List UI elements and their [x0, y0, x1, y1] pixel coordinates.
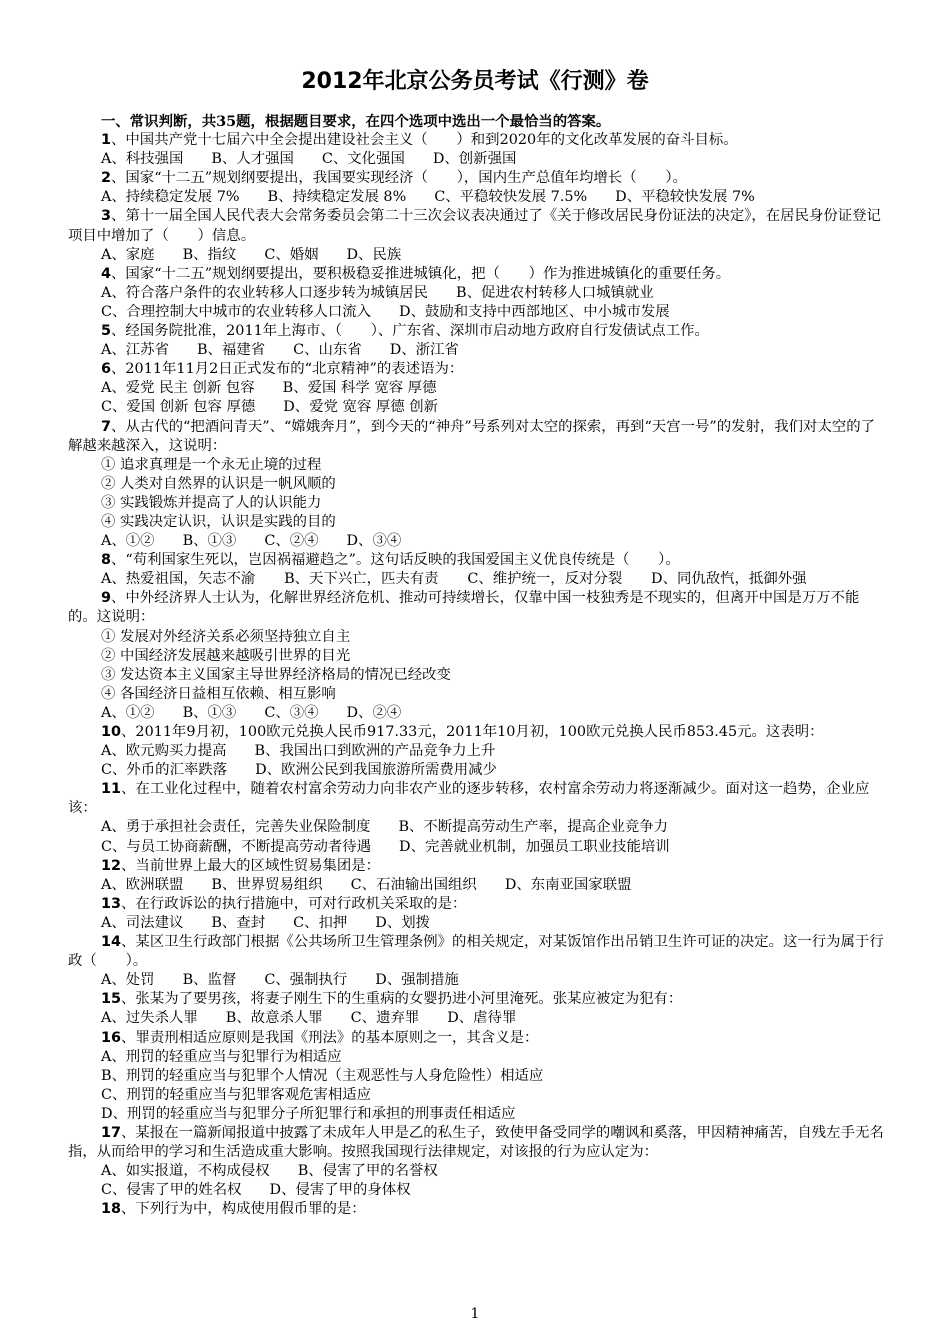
answer-option: A、持续稳定发展 7%	[101, 189, 240, 206]
answer-option: A、爱党 民主 创新 包容	[101, 380, 255, 397]
question-stem	[68, 360, 886, 379]
answer-option: A、①②	[101, 533, 155, 550]
answer-options	[68, 971, 886, 990]
question-3	[68, 207, 886, 264]
question-10	[68, 723, 886, 780]
question-number: 4	[101, 265, 112, 282]
answer-option: C、侵害了甲的姓名权	[101, 1182, 242, 1199]
question-text: 、某报在一篇新闻报道中披露了未成年人甲是乙的私生子，致使甲备受同学的嘲讽和奚落，甲因精神痛苦，自残左手无名指，从而给甲的学习和生活造成重大影响。按照我国现行法律规定，对该报的行为应认定为：	[68, 1124, 884, 1161]
answer-options	[68, 246, 886, 265]
answer-options	[68, 1009, 886, 1028]
answer-option: A、司法建议	[101, 914, 184, 931]
answer-option: D、虐待罪	[447, 1010, 517, 1027]
statement-item: ④ 各国经济日益相互依赖、相互影响	[101, 685, 336, 702]
answer-option: D、②④	[346, 704, 402, 721]
question-stem	[68, 723, 886, 742]
question-number: 3	[101, 208, 112, 225]
answer-option: D、完善就业机制，加强员工职业技能培训	[399, 838, 670, 855]
answer-option: C、石油输出国组织	[350, 876, 477, 893]
answer-option: B、人才强国	[211, 151, 294, 168]
answer-options	[68, 188, 886, 207]
answer-option: D、浙江省	[389, 342, 459, 359]
question-stem	[68, 418, 886, 456]
answer-option: C、爱国 创新 包容 厚德	[101, 399, 256, 416]
answer-option: A、家庭	[101, 246, 155, 263]
question-17	[68, 1124, 886, 1200]
answer-option: D、东南亚国家联盟	[504, 876, 632, 893]
answer-option: D、爱党 宽容 厚德 创新	[283, 399, 439, 416]
question-text: 、罪责刑相适应原则是我国《刑法》的基本原则之一，其含义是：	[121, 1029, 539, 1046]
answer-option: D、欧洲公民到我国旅游所需费用减少	[255, 762, 497, 779]
answer-option: B、持续稳定发展 8%	[267, 189, 407, 206]
question-5	[68, 322, 886, 360]
question-stem	[68, 551, 886, 570]
answer-option: A、欧洲联盟	[101, 876, 184, 893]
answer-option: B、世界贸易组织	[211, 876, 323, 893]
question-stem	[68, 131, 886, 150]
answer-option: D、刑罚的轻重应当与犯罪分子所犯罪行和承担的刑事责任相适应	[101, 1105, 516, 1122]
question-number: 16	[101, 1029, 122, 1046]
question-number: 15	[101, 991, 122, 1008]
answer-option: A、如实报道，不构成侵权	[101, 1163, 270, 1180]
question-stem	[68, 857, 886, 876]
question-text: 、在工业化过程中，随着农村富余劳动力向非农产业的逐步转移，农村富余劳动力将逐渐减少。面对这一趋势，企业应该：	[68, 781, 870, 817]
question-text: 、“苟利国家生死以，岂因祸福避趋之”。这句话反映的我国爱国主义优良传统是（ ）。	[111, 552, 680, 569]
answer-options	[68, 150, 886, 169]
answer-option: C、③④	[264, 704, 319, 721]
question-text: 、中国共产党十七届六中全会提出建设社会主义（ ）和到2020年的文化改革发展的奋斗目标。	[111, 132, 738, 149]
answer-option: C、遗弃罪	[350, 1010, 420, 1027]
question-stem	[68, 169, 886, 188]
question-text: 、经国务院批准，2011年上海市、（ ）、广东省、深圳市启动地方政府自行发债试点工作。	[111, 323, 709, 340]
answer-option: A、江苏省	[101, 342, 169, 359]
answer-option: B、侵害了甲的名誉权	[297, 1163, 438, 1180]
answer-option: A、勇于承担社会责任，完善失业保险制度	[101, 819, 371, 836]
question-number: 11	[101, 781, 122, 798]
question-4	[68, 265, 886, 322]
question-stem	[68, 1124, 886, 1162]
answer-option: B、促进农村转移人口城镇就业	[456, 284, 654, 301]
question-stem	[68, 780, 886, 818]
answer-option: C、平稳较快发展 7.5%	[434, 189, 588, 206]
question-text: 、张某为了要男孩，将妻子刚生下的生重病的女婴扔进小河里淹死。张某应被定为犯有：	[121, 991, 683, 1008]
statement-item: ③ 实践锻炼并提高了人的认识能力	[101, 494, 322, 511]
answer-option: C、刑罚的轻重应当与犯罪客观危害相适应	[101, 1086, 372, 1103]
answer-option: C、婚姻	[264, 246, 319, 263]
question-text: 、当前世界上最大的区域性贸易集团是：	[121, 857, 381, 874]
question-number: 6	[101, 361, 112, 378]
answer-option: A、①②	[101, 704, 155, 721]
answer-option: D、创新强国	[432, 151, 517, 168]
question-text: 、2011年9月初，100欧元兑换人民币917.33元，2011年10月初，100欧元兑换人民币853.45元。这表明：	[121, 724, 824, 740]
answer-options	[68, 1181, 886, 1200]
answer-option: B、①③	[182, 533, 237, 550]
answer-option: C、合理控制大中城市的农业转移人口流入	[101, 303, 372, 320]
answer-options	[68, 761, 886, 780]
answer-options	[68, 341, 886, 360]
question-15	[68, 990, 886, 1028]
question-stem	[68, 1200, 886, 1219]
question-stem	[68, 322, 886, 341]
question-number: 12	[101, 857, 122, 874]
statement-item: ① 发展对外经济关系必须坚持独立自主	[101, 628, 351, 645]
question-stem	[68, 207, 886, 245]
question-9	[68, 589, 886, 723]
answer-option: A、刑罚的轻重应当与犯罪行为相适应	[101, 1048, 342, 1065]
question-number: 2	[101, 170, 112, 187]
question-13	[68, 895, 886, 933]
question-number: 9	[101, 590, 112, 607]
statement-item: ① 追求真理是一个永无止境的过程	[101, 456, 322, 473]
question-14	[68, 933, 886, 990]
answer-options	[68, 818, 886, 837]
question-stem	[68, 1029, 886, 1048]
question-text: 、第十一届全国人民代表大会常务委员会第二十三次会议表决通过了《关于修改居民身份证法的决定》，在居民身份证登记项目中增加了（ ）信息。	[68, 208, 881, 244]
question-text: 、从古代的“把酒问青天”、“嫦娥奔月”，到今天的“神舟”号系列对太空的探索，再到“天宫一号”的发射，我们对太空的了解越来越深入，这说明：	[68, 418, 876, 454]
answer-option: B、查封	[211, 914, 266, 931]
question-16	[68, 1029, 886, 1124]
answer-option: A、处罚	[101, 972, 155, 989]
answer-option: B、①③	[182, 704, 237, 721]
question-text: 、在行政诉讼的执行措施中，可对行政机关采取的是：	[121, 895, 467, 912]
answer-option: B、指纹	[182, 246, 237, 263]
statement-item: ③ 发达资本主义国家主导世界经济格局的情况已经改变	[101, 666, 451, 683]
answer-option: B、故意杀人罪	[225, 1010, 323, 1027]
answer-options	[68, 838, 886, 857]
question-7	[68, 418, 886, 552]
statement-item: ④ 实践决定认识，认识是实践的目的	[101, 513, 336, 530]
answer-options	[68, 398, 886, 417]
question-text: 、中外经济界人士认为，化解世界经济危机、推动可持续增长，仅靠中国一枝独秀是不现实的，但离开中国是万万不能的。这说明：	[68, 590, 860, 626]
question-11	[68, 780, 886, 856]
question-stem	[68, 265, 886, 284]
question-text: 、下列行为中，构成使用假币罪的是：	[121, 1201, 366, 1218]
answer-options	[68, 914, 886, 933]
question-12	[68, 857, 886, 895]
question-text: 、2011年11月2日正式发布的“北京精神”的表述语为：	[111, 361, 464, 378]
question-6	[68, 360, 886, 417]
question-stem	[68, 990, 886, 1009]
question-2	[68, 169, 886, 207]
question-stem	[68, 933, 886, 971]
answer-options	[68, 876, 886, 895]
answer-options	[68, 742, 886, 761]
answer-options: A、热爱祖国，矢志不渝 B、天下兴亡，匹夫有责 C、维护统一，反对分裂 D、同仇敌忾，抵御外强	[101, 571, 807, 588]
answer-option: B、刑罚的轻重应当与犯罪个人情况（主观恶性与人身危险性）相适应	[101, 1067, 544, 1084]
answer-option: C、扣押	[293, 914, 348, 931]
answer-option: A、科技强国	[101, 151, 184, 168]
question-18	[68, 1200, 886, 1219]
statement-item: ② 中国经济发展越来越吸引世界的目光	[101, 647, 351, 664]
question-text: 、某区卫生行政部门根据《公共场所卫生管理条例》的相关规定，对某饭馆作出吊销卫生许可证的决定。这一行为属于行政（ ）。	[68, 934, 884, 970]
answer-option: A、符合落户条件的农业转移人口逐步转为城镇居民	[101, 284, 428, 301]
answer-options	[68, 1162, 886, 1181]
question-stem	[68, 589, 886, 627]
question-body	[68, 112, 886, 1219]
answer-option: C、强制执行	[264, 972, 348, 989]
answer-option: D、强制措施	[375, 972, 459, 989]
answer-option: B、我国出口到欧洲的产品竞争力上升	[254, 743, 496, 760]
page-number: 1	[470, 1306, 480, 1322]
answer-options	[68, 532, 886, 551]
answer-option: A、过失杀人罪	[101, 1010, 198, 1027]
answer-option: B、不断提高劳动生产率，提高企业竞争力	[398, 819, 669, 836]
question-number: 10	[101, 724, 122, 740]
answer-option: B、福建省	[196, 342, 266, 359]
question-stem	[68, 895, 886, 914]
answer-option: C、文化强国	[321, 151, 405, 168]
question-number: 7	[101, 418, 112, 435]
question-list	[68, 131, 886, 1219]
question-number: 8	[101, 552, 112, 569]
question-text: 、国家“十二五”规划纲要提出，我国要实现经济（ ），国内生产总值年均增长（ ）。	[111, 170, 687, 187]
answer-options	[68, 303, 886, 322]
answer-option: D、鼓励和支持中西部地区、中小城市发展	[399, 303, 670, 320]
answer-options	[68, 379, 886, 398]
question-number: 1	[101, 132, 112, 149]
question-8	[68, 551, 886, 589]
answer-option: B、监督	[182, 972, 237, 989]
question-number: 5	[101, 323, 112, 340]
answer-option: D、侵害了甲的身体权	[269, 1182, 411, 1199]
answer-option: D、平稳较快发展 7%	[615, 189, 755, 206]
question-number: 17	[101, 1124, 122, 1141]
question-number: 13	[101, 895, 122, 912]
answer-option: C、外币的汇率跌落	[101, 762, 228, 779]
question-1	[68, 131, 886, 169]
answer-option: C、与员工协商薪酬，不断提高劳动者待遇	[101, 838, 372, 855]
answer-options	[68, 284, 886, 303]
answer-option: D、划拨	[375, 914, 431, 931]
question-number: 18	[101, 1201, 122, 1218]
statement-item: ② 人类对自然界的认识是一帆风顺的	[101, 475, 336, 492]
answer-option: D、③④	[346, 533, 402, 550]
answer-option: C、山东省	[293, 342, 362, 359]
question-number: 14	[101, 934, 122, 951]
answer-option: A、欧元购买力提高	[101, 743, 227, 760]
question-text: 、国家“十二五”规划纲要提出，要积极稳妥推进城镇化，把（ ）作为推进城镇化的重要任务。	[111, 265, 731, 282]
section-heading: 一、常识判断，共35题，根据题目要求，在四个选项中选出一个最恰当的答案。	[101, 113, 611, 130]
answer-option: B、爱国 科学 宽容 厚德	[282, 380, 437, 397]
answer-options	[68, 704, 886, 723]
answer-option: C、②④	[264, 533, 319, 550]
page-title: 2012年北京公务员考试《行测》卷	[301, 69, 649, 94]
answer-option: D、民族	[346, 246, 402, 263]
